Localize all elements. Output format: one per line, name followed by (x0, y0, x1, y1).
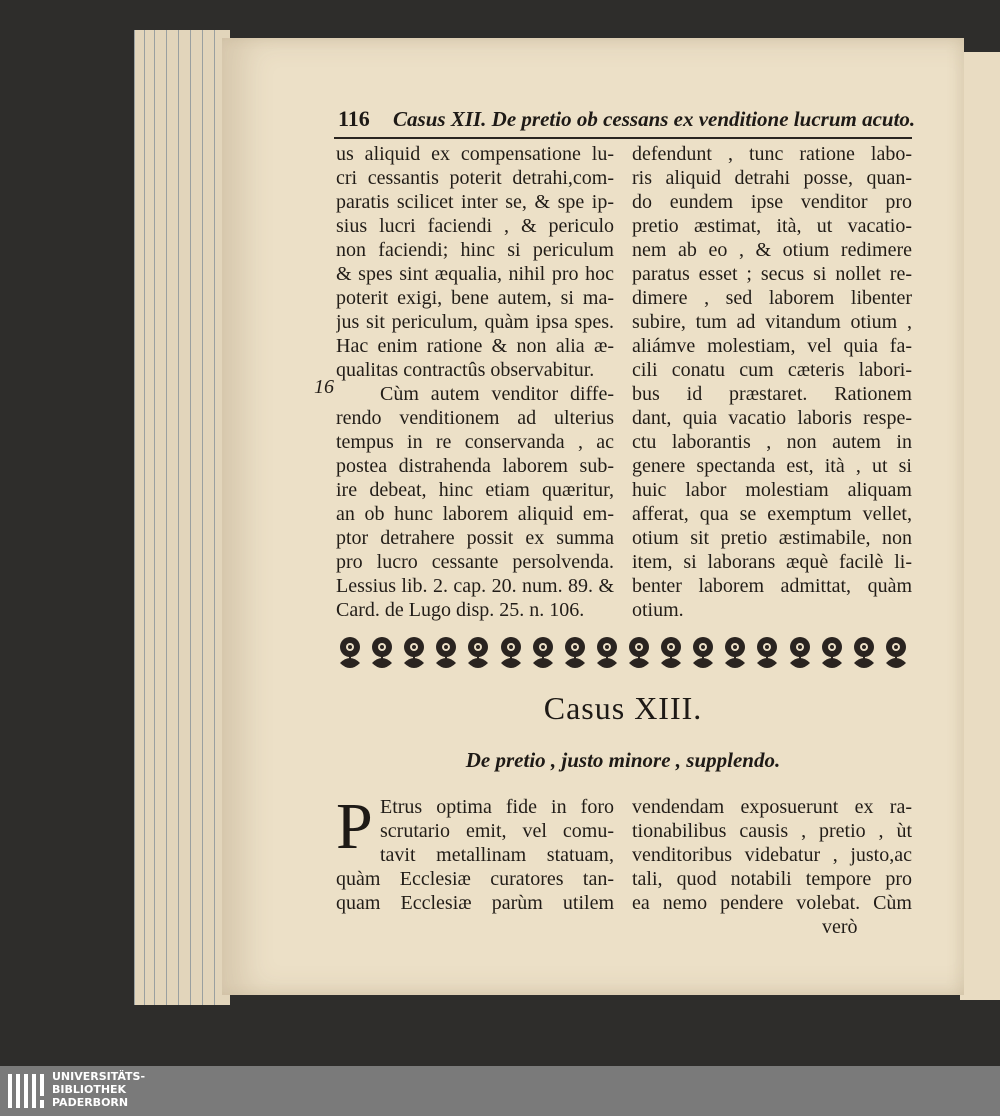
drop-cap: P (336, 790, 373, 863)
section-subtitle: De pretio , justo minore , supplendo. (465, 748, 781, 772)
text-line: dant, quia vacatio laboris respe- (632, 407, 912, 429)
text-line: Lessius lib. 2. cap. 20. num. 89. & (336, 575, 614, 597)
text-line: Cùm autem venditor diffe- (380, 383, 614, 405)
ornament-flower-icon (561, 633, 589, 673)
text-line: & spes sint æqualia, nihil pro hoc (336, 263, 614, 285)
text-line: Card. de Lugo disp. 25. n. 106. (336, 599, 585, 621)
head-rule (334, 137, 912, 139)
ornament-flower-icon (432, 633, 460, 673)
ornament-flower-icon (336, 633, 364, 673)
text-line: non faciendi; hinc si periculum (336, 239, 614, 261)
body-column-left (336, 790, 614, 915)
ornament-flower-icon (721, 633, 749, 673)
text-line: cri cessantis poterit detrahi,com- (336, 167, 614, 189)
ornament-flower-icon (400, 633, 428, 673)
ornament-flower-icon (818, 633, 846, 673)
library-name-line3: PADERBORN (52, 1096, 129, 1109)
text-line: cili conatu cum cæteris labori- (632, 359, 912, 381)
text-line: otium sit pretio æstimabile, non (632, 527, 912, 549)
text-line: postea distrahenda laborem sub- (336, 455, 614, 477)
ornament-flower-icon (593, 633, 621, 673)
text-line: tali, quod notabili tempore pro (632, 868, 912, 890)
ornament-band (336, 633, 910, 677)
text-line: tavit metallinam statuam, (380, 844, 614, 866)
ornament-flower-icon (497, 633, 525, 673)
library-logo-icon (6, 1070, 46, 1112)
text-line: benter laborem admittat, quàm (632, 575, 912, 597)
text-line: dimere , sed laborem libenter (632, 287, 912, 309)
text-line: paratus esset ; secus si nollet re- (632, 263, 912, 285)
text-line: venditoribus videbatur , justo,ac (632, 844, 912, 866)
text-column-right (632, 142, 912, 622)
text-line: quàm Ecclesiæ curatores tan- (336, 868, 614, 890)
library-footer (0, 1066, 1000, 1116)
text-line: an ob hunc laborem aliquid em- (336, 503, 614, 525)
ornament-flower-icon (529, 633, 557, 673)
ornament-flower-icon (882, 633, 910, 673)
text-line: pro lucro cessante persolvenda. (336, 551, 614, 573)
text-line: us aliquid ex compensatione lu- (336, 143, 614, 165)
marginal-number: 16 (314, 376, 334, 398)
catchword: verò (822, 916, 858, 938)
text-line: bus id præstaret. Rationem (632, 383, 912, 405)
text-line: defendunt , tunc ratione labo- (632, 143, 912, 165)
running-head-title: Casus XII. De pretio ob cessans ex venditione lucrum acuto. (393, 107, 916, 131)
text-line: jus sit periculum, quàm ipsa spes. (336, 311, 614, 333)
text-line: Hac enim ratione & non alia æ- (336, 335, 614, 357)
ornament-flower-icon (368, 633, 396, 673)
page-stack (130, 30, 230, 1005)
running-head (338, 106, 916, 132)
text-line: huic labor molestiam aliquam (632, 479, 912, 501)
text-line: rendo venditionem ad ulterius (336, 407, 614, 429)
library-name-line2: BIBLIOTHEK (52, 1083, 127, 1096)
text-line: vendendam exposuerunt ex ra- (632, 796, 912, 818)
ornament-flower-icon (689, 633, 717, 673)
text-line: scrutario emit, vel comu- (380, 820, 614, 842)
library-name-line1: UNIVERSITÄTS- (52, 1070, 146, 1083)
text-line: tempus in re conservanda , ac (336, 431, 614, 453)
section-title: Casus XIII. (543, 690, 703, 726)
text-line: ea nemo pendere volebat. Cùm (632, 892, 912, 914)
library-name (52, 1070, 145, 1109)
text-line: otium. (632, 599, 684, 621)
ornament-flower-icon (657, 633, 685, 673)
body-column-right (632, 795, 912, 915)
book-page (222, 38, 964, 995)
text-column-left (336, 142, 614, 622)
ornament-flower-icon (850, 633, 878, 673)
text-line: ire debeat, hinc etiam quæritur, (336, 479, 614, 501)
ornament-flower-icon (786, 633, 814, 673)
text-line: qualitas contractûs observabitur. (336, 359, 595, 381)
text-line: pretio æstimat, ità, ut vacatio- (632, 215, 912, 237)
text-line: do eundem ipse venditor pro (632, 191, 912, 213)
text-line: poterit exigi, bene autem, si ma- (336, 287, 614, 309)
ornament-flower-icon (464, 633, 492, 673)
ornament-flower-icon (625, 633, 653, 673)
text-line: afferat, qua se exemptum vellet, (632, 503, 912, 525)
text-line: Etrus optima fide in foro (380, 796, 614, 818)
text-line: ctu laborantis , non autem in (632, 431, 912, 453)
text-line: item, si laborans æquè facilè li- (632, 551, 912, 573)
text-line: sius lucri faciendi , & periculo (336, 215, 614, 237)
facing-page-edge (960, 52, 1000, 1000)
ornament-flower-icon (753, 633, 781, 673)
text-line: ptor detrahere possit ex summa (336, 527, 614, 549)
text-line: paratis scilicet inter se, & spe ip- (336, 191, 614, 213)
page-number: 116 (338, 106, 370, 131)
text-line: tionabilibus causis , pretio , ùt (632, 820, 912, 842)
text-line: subire, tum ad vitandum otium , (632, 311, 912, 333)
text-line: quam Ecclesiæ parùm utilem (336, 892, 614, 914)
text-line: ris aliquid detrahi posse, quan- (632, 167, 912, 189)
text-line: genere spectanda est, ità , ut si (632, 455, 912, 477)
text-line: nem ab eo , & otium redimere (632, 239, 912, 261)
text-line: aliámve molestiam, vel quia fa- (632, 335, 912, 357)
